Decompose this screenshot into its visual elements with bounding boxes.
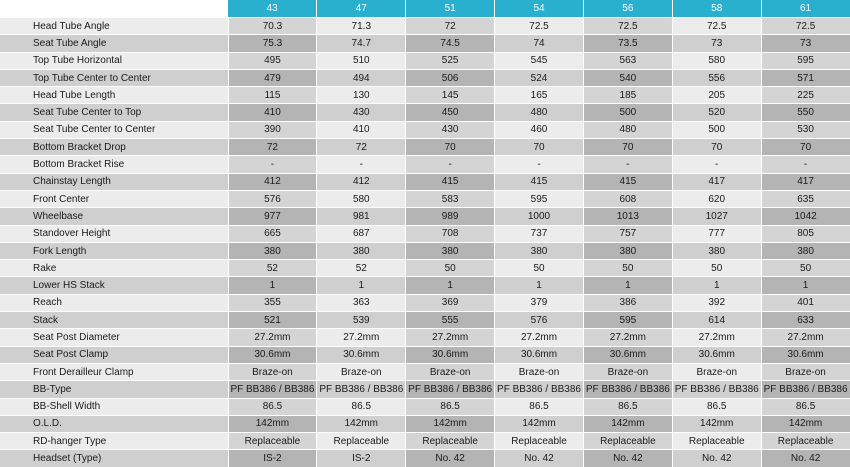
table-cell: 165 xyxy=(495,87,584,104)
table-cell: Replaceable xyxy=(672,433,761,450)
table-cell: 989 xyxy=(406,208,495,225)
table-cell: PF BB386 / BB386 xyxy=(317,381,406,398)
table-cell: 539 xyxy=(317,312,406,329)
table-cell: 52 xyxy=(317,260,406,277)
table-row xyxy=(0,381,850,398)
row-label: Bottom Bracket Drop xyxy=(0,139,228,156)
table-cell: 390 xyxy=(228,121,317,138)
size-header: 47 xyxy=(317,0,406,18)
table-cell: 30.6mm xyxy=(406,346,495,363)
row-label: Seat Post Diameter xyxy=(0,329,228,346)
table-cell: 708 xyxy=(406,225,495,242)
table-cell: PF BB386 / BB386 xyxy=(761,381,850,398)
table-cell: 70.3 xyxy=(228,18,317,35)
table-cell: 580 xyxy=(672,52,761,69)
table-cell: 430 xyxy=(406,121,495,138)
row-label: RD-hanger Type xyxy=(0,433,228,450)
table-cell: 401 xyxy=(761,294,850,311)
table-cell: 50 xyxy=(495,260,584,277)
table-cell: 415 xyxy=(583,173,672,190)
table-cell: 30.6mm xyxy=(495,346,584,363)
table-cell: 410 xyxy=(317,121,406,138)
table-cell: 380 xyxy=(228,242,317,259)
row-label: Reach xyxy=(0,294,228,311)
table-cell: 412 xyxy=(228,173,317,190)
table-cell: - xyxy=(406,156,495,173)
table-cell: 510 xyxy=(317,52,406,69)
table-cell: 86.5 xyxy=(583,398,672,415)
table-cell: 70 xyxy=(672,139,761,156)
table-cell: 142mm xyxy=(406,415,495,432)
table-cell: 550 xyxy=(761,104,850,121)
table-cell: 556 xyxy=(672,69,761,86)
table-cell: 595 xyxy=(583,312,672,329)
table-cell: 50 xyxy=(672,260,761,277)
table-cell: - xyxy=(583,156,672,173)
row-label: Top Tube Center to Center xyxy=(0,69,228,86)
table-cell: 757 xyxy=(583,225,672,242)
table-cell: Replaceable xyxy=(761,433,850,450)
table-cell: 633 xyxy=(761,312,850,329)
table-cell: 73 xyxy=(672,35,761,52)
table-cell: 595 xyxy=(761,52,850,69)
table-cell: Braze-on xyxy=(583,363,672,380)
table-cell: 380 xyxy=(317,242,406,259)
table-cell: 379 xyxy=(495,294,584,311)
table-cell: - xyxy=(672,156,761,173)
row-label: O.L.D. xyxy=(0,415,228,432)
table-cell: 524 xyxy=(495,69,584,86)
table-cell: Braze-on xyxy=(406,363,495,380)
table-row xyxy=(0,398,850,415)
table-cell: Replaceable xyxy=(317,433,406,450)
table-cell: 27.2mm xyxy=(583,329,672,346)
table-cell: 555 xyxy=(406,312,495,329)
table-cell: 50 xyxy=(583,260,672,277)
table-cell: 72.5 xyxy=(495,18,584,35)
table-row xyxy=(0,260,850,277)
row-label: Headset (Type) xyxy=(0,450,228,467)
table-cell: 30.6mm xyxy=(228,346,317,363)
table-cell: No. 42 xyxy=(583,450,672,467)
table-cell: 530 xyxy=(761,121,850,138)
table-cell: Braze-on xyxy=(672,363,761,380)
table-row xyxy=(0,87,850,104)
table-cell: 1 xyxy=(228,277,317,294)
table-cell: 142mm xyxy=(228,415,317,432)
table-cell: No. 42 xyxy=(495,450,584,467)
table-row xyxy=(0,173,850,190)
table-cell: 380 xyxy=(406,242,495,259)
table-cell: 450 xyxy=(406,104,495,121)
table-cell: 737 xyxy=(495,225,584,242)
table-cell: 545 xyxy=(495,52,584,69)
table-cell: 72 xyxy=(228,139,317,156)
table-cell: Replaceable xyxy=(406,433,495,450)
table-row xyxy=(0,139,850,156)
table-row xyxy=(0,69,850,86)
table-cell: 460 xyxy=(495,121,584,138)
table-cell: 74.7 xyxy=(317,35,406,52)
table-cell: 494 xyxy=(317,69,406,86)
table-row xyxy=(0,415,850,432)
table-cell: 30.6mm xyxy=(672,346,761,363)
table-cell: 50 xyxy=(761,260,850,277)
size-header-row xyxy=(0,0,850,18)
table-cell: 73 xyxy=(761,35,850,52)
table-cell: 86.5 xyxy=(495,398,584,415)
table-cell: 27.2mm xyxy=(761,329,850,346)
row-label: Stack xyxy=(0,312,228,329)
table-cell: 777 xyxy=(672,225,761,242)
row-label: Seat Tube Center to Top xyxy=(0,104,228,121)
table-cell: PF BB386 / BB386 xyxy=(583,381,672,398)
table-row xyxy=(0,190,850,207)
table-cell: 595 xyxy=(495,190,584,207)
table-cell: 27.2mm xyxy=(406,329,495,346)
table-cell: 1 xyxy=(761,277,850,294)
row-label: Fork Length xyxy=(0,242,228,259)
table-row xyxy=(0,346,850,363)
table-cell: 580 xyxy=(317,190,406,207)
table-cell: 583 xyxy=(406,190,495,207)
table-cell: 70 xyxy=(761,139,850,156)
table-cell: 415 xyxy=(495,173,584,190)
table-cell: Replaceable xyxy=(583,433,672,450)
table-cell: PF BB386 / BB386 xyxy=(406,381,495,398)
size-header: 54 xyxy=(495,0,584,18)
table-cell: Braze-on xyxy=(317,363,406,380)
table-cell: No. 42 xyxy=(406,450,495,467)
table-cell: 75.3 xyxy=(228,35,317,52)
table-cell: - xyxy=(228,156,317,173)
table-cell: 225 xyxy=(761,87,850,104)
table-cell: 540 xyxy=(583,69,672,86)
table-cell: 1000 xyxy=(495,208,584,225)
table-cell: 410 xyxy=(228,104,317,121)
table-cell: 635 xyxy=(761,190,850,207)
table-cell: PF BB386 / BB386 xyxy=(228,381,317,398)
table-cell: 386 xyxy=(583,294,672,311)
row-label: BB-Shell Width xyxy=(0,398,228,415)
row-label: Front Center xyxy=(0,190,228,207)
table-cell: 430 xyxy=(317,104,406,121)
table-cell: IS-2 xyxy=(228,450,317,467)
size-header: 56 xyxy=(583,0,672,18)
row-label: Seat Tube Center to Center xyxy=(0,121,228,138)
table-cell: 72 xyxy=(406,18,495,35)
table-cell: 571 xyxy=(761,69,850,86)
table-cell: 355 xyxy=(228,294,317,311)
table-cell: 480 xyxy=(583,121,672,138)
table-cell: 115 xyxy=(228,87,317,104)
table-row xyxy=(0,277,850,294)
table-cell: 412 xyxy=(317,173,406,190)
table-cell: 805 xyxy=(761,225,850,242)
table-row xyxy=(0,52,850,69)
table-cell: No. 42 xyxy=(672,450,761,467)
row-label: Bottom Bracket Rise xyxy=(0,156,228,173)
table-cell: 981 xyxy=(317,208,406,225)
table-cell: 687 xyxy=(317,225,406,242)
size-header: 51 xyxy=(406,0,495,18)
table-row xyxy=(0,121,850,138)
table-cell: PF BB386 / BB386 xyxy=(672,381,761,398)
table-cell: IS-2 xyxy=(317,450,406,467)
table-cell: 27.2mm xyxy=(495,329,584,346)
table-cell: 392 xyxy=(672,294,761,311)
table-cell: 70 xyxy=(583,139,672,156)
table-cell: 495 xyxy=(228,52,317,69)
table-cell: 1 xyxy=(583,277,672,294)
table-cell: 142mm xyxy=(317,415,406,432)
row-label: Head Tube Length xyxy=(0,87,228,104)
table-row xyxy=(0,18,850,35)
table-cell: 86.5 xyxy=(228,398,317,415)
table-cell: 30.6mm xyxy=(761,346,850,363)
table-cell: 525 xyxy=(406,52,495,69)
table-row xyxy=(0,225,850,242)
table-cell: Braze-on xyxy=(228,363,317,380)
table-row xyxy=(0,294,850,311)
table-row xyxy=(0,104,850,121)
row-label: Top Tube Horizontal xyxy=(0,52,228,69)
table-cell: 142mm xyxy=(583,415,672,432)
table-cell: - xyxy=(495,156,584,173)
table-cell: 71.3 xyxy=(317,18,406,35)
row-label: Seat Post Clamp xyxy=(0,346,228,363)
table-cell: 142mm xyxy=(495,415,584,432)
table-cell: 72.5 xyxy=(583,18,672,35)
table-cell: - xyxy=(761,156,850,173)
row-label: Lower HS Stack xyxy=(0,277,228,294)
table-cell: 480 xyxy=(495,104,584,121)
table-cell: 417 xyxy=(672,173,761,190)
table-cell: 86.5 xyxy=(761,398,850,415)
table-cell: 1 xyxy=(672,277,761,294)
table-cell: PF BB386 / BB386 xyxy=(495,381,584,398)
table-cell: 27.2mm xyxy=(672,329,761,346)
row-label: Standover Height xyxy=(0,225,228,242)
table-cell: 52 xyxy=(228,260,317,277)
table-cell: 130 xyxy=(317,87,406,104)
table-cell: 74 xyxy=(495,35,584,52)
table-cell: 1 xyxy=(495,277,584,294)
size-header: 43 xyxy=(228,0,317,18)
row-label: Chainstay Length xyxy=(0,173,228,190)
table-cell: 72 xyxy=(317,139,406,156)
table-cell: 70 xyxy=(495,139,584,156)
header-corner xyxy=(0,0,228,18)
table-cell: No. 42 xyxy=(761,450,850,467)
table-cell: 369 xyxy=(406,294,495,311)
table-row xyxy=(0,450,850,467)
table-cell: 380 xyxy=(495,242,584,259)
table-cell: 620 xyxy=(672,190,761,207)
row-label: Wheelbase xyxy=(0,208,228,225)
table-cell: 380 xyxy=(583,242,672,259)
table-cell: 50 xyxy=(406,260,495,277)
table-cell: 74.5 xyxy=(406,35,495,52)
table-cell: 73.5 xyxy=(583,35,672,52)
table-cell: 205 xyxy=(672,87,761,104)
row-label: Front Derailleur Clamp xyxy=(0,363,228,380)
table-cell: 1042 xyxy=(761,208,850,225)
table-cell: 142mm xyxy=(672,415,761,432)
table-cell: 86.5 xyxy=(406,398,495,415)
table-row xyxy=(0,329,850,346)
table-cell: 380 xyxy=(761,242,850,259)
table-cell: 86.5 xyxy=(317,398,406,415)
table-cell: 70 xyxy=(406,139,495,156)
table-cell: 363 xyxy=(317,294,406,311)
table-cell: 86.5 xyxy=(672,398,761,415)
size-header: 61 xyxy=(761,0,850,18)
table-cell: 142mm xyxy=(761,415,850,432)
table-cell: 1 xyxy=(317,277,406,294)
table-cell: 520 xyxy=(672,104,761,121)
table-cell: Replaceable xyxy=(495,433,584,450)
table-row xyxy=(0,433,850,450)
table-cell: 1013 xyxy=(583,208,672,225)
table-cell: Braze-on xyxy=(495,363,584,380)
table-row xyxy=(0,242,850,259)
table-cell: 479 xyxy=(228,69,317,86)
table-cell: 27.2mm xyxy=(228,329,317,346)
table-cell: 665 xyxy=(228,225,317,242)
row-label: Head Tube Angle xyxy=(0,18,228,35)
table-row xyxy=(0,363,850,380)
table-cell: 521 xyxy=(228,312,317,329)
table-cell: 500 xyxy=(672,121,761,138)
table-cell: - xyxy=(317,156,406,173)
row-label: BB-Type xyxy=(0,381,228,398)
table-cell: 608 xyxy=(583,190,672,207)
table-cell: 576 xyxy=(495,312,584,329)
row-label: Rake xyxy=(0,260,228,277)
geometry-table-body xyxy=(0,18,850,467)
table-cell: 72.5 xyxy=(672,18,761,35)
table-cell: 30.6mm xyxy=(583,346,672,363)
table-cell: Braze-on xyxy=(761,363,850,380)
table-cell: 977 xyxy=(228,208,317,225)
table-cell: 185 xyxy=(583,87,672,104)
table-cell: 1027 xyxy=(672,208,761,225)
table-cell: 27.2mm xyxy=(317,329,406,346)
table-cell: 30.6mm xyxy=(317,346,406,363)
table-cell: 415 xyxy=(406,173,495,190)
table-cell: 72.5 xyxy=(761,18,850,35)
table-row xyxy=(0,208,850,225)
table-cell: 1 xyxy=(406,277,495,294)
table-cell: 145 xyxy=(406,87,495,104)
table-row xyxy=(0,312,850,329)
table-row xyxy=(0,35,850,52)
row-label: Seat Tube Angle xyxy=(0,35,228,52)
table-cell: 380 xyxy=(672,242,761,259)
table-cell: 506 xyxy=(406,69,495,86)
table-cell: 563 xyxy=(583,52,672,69)
size-header: 58 xyxy=(672,0,761,18)
table-cell: 500 xyxy=(583,104,672,121)
table-cell: 576 xyxy=(228,190,317,207)
table-cell: Replaceable xyxy=(228,433,317,450)
table-cell: 614 xyxy=(672,312,761,329)
table-cell: 417 xyxy=(761,173,850,190)
table-row xyxy=(0,156,850,173)
